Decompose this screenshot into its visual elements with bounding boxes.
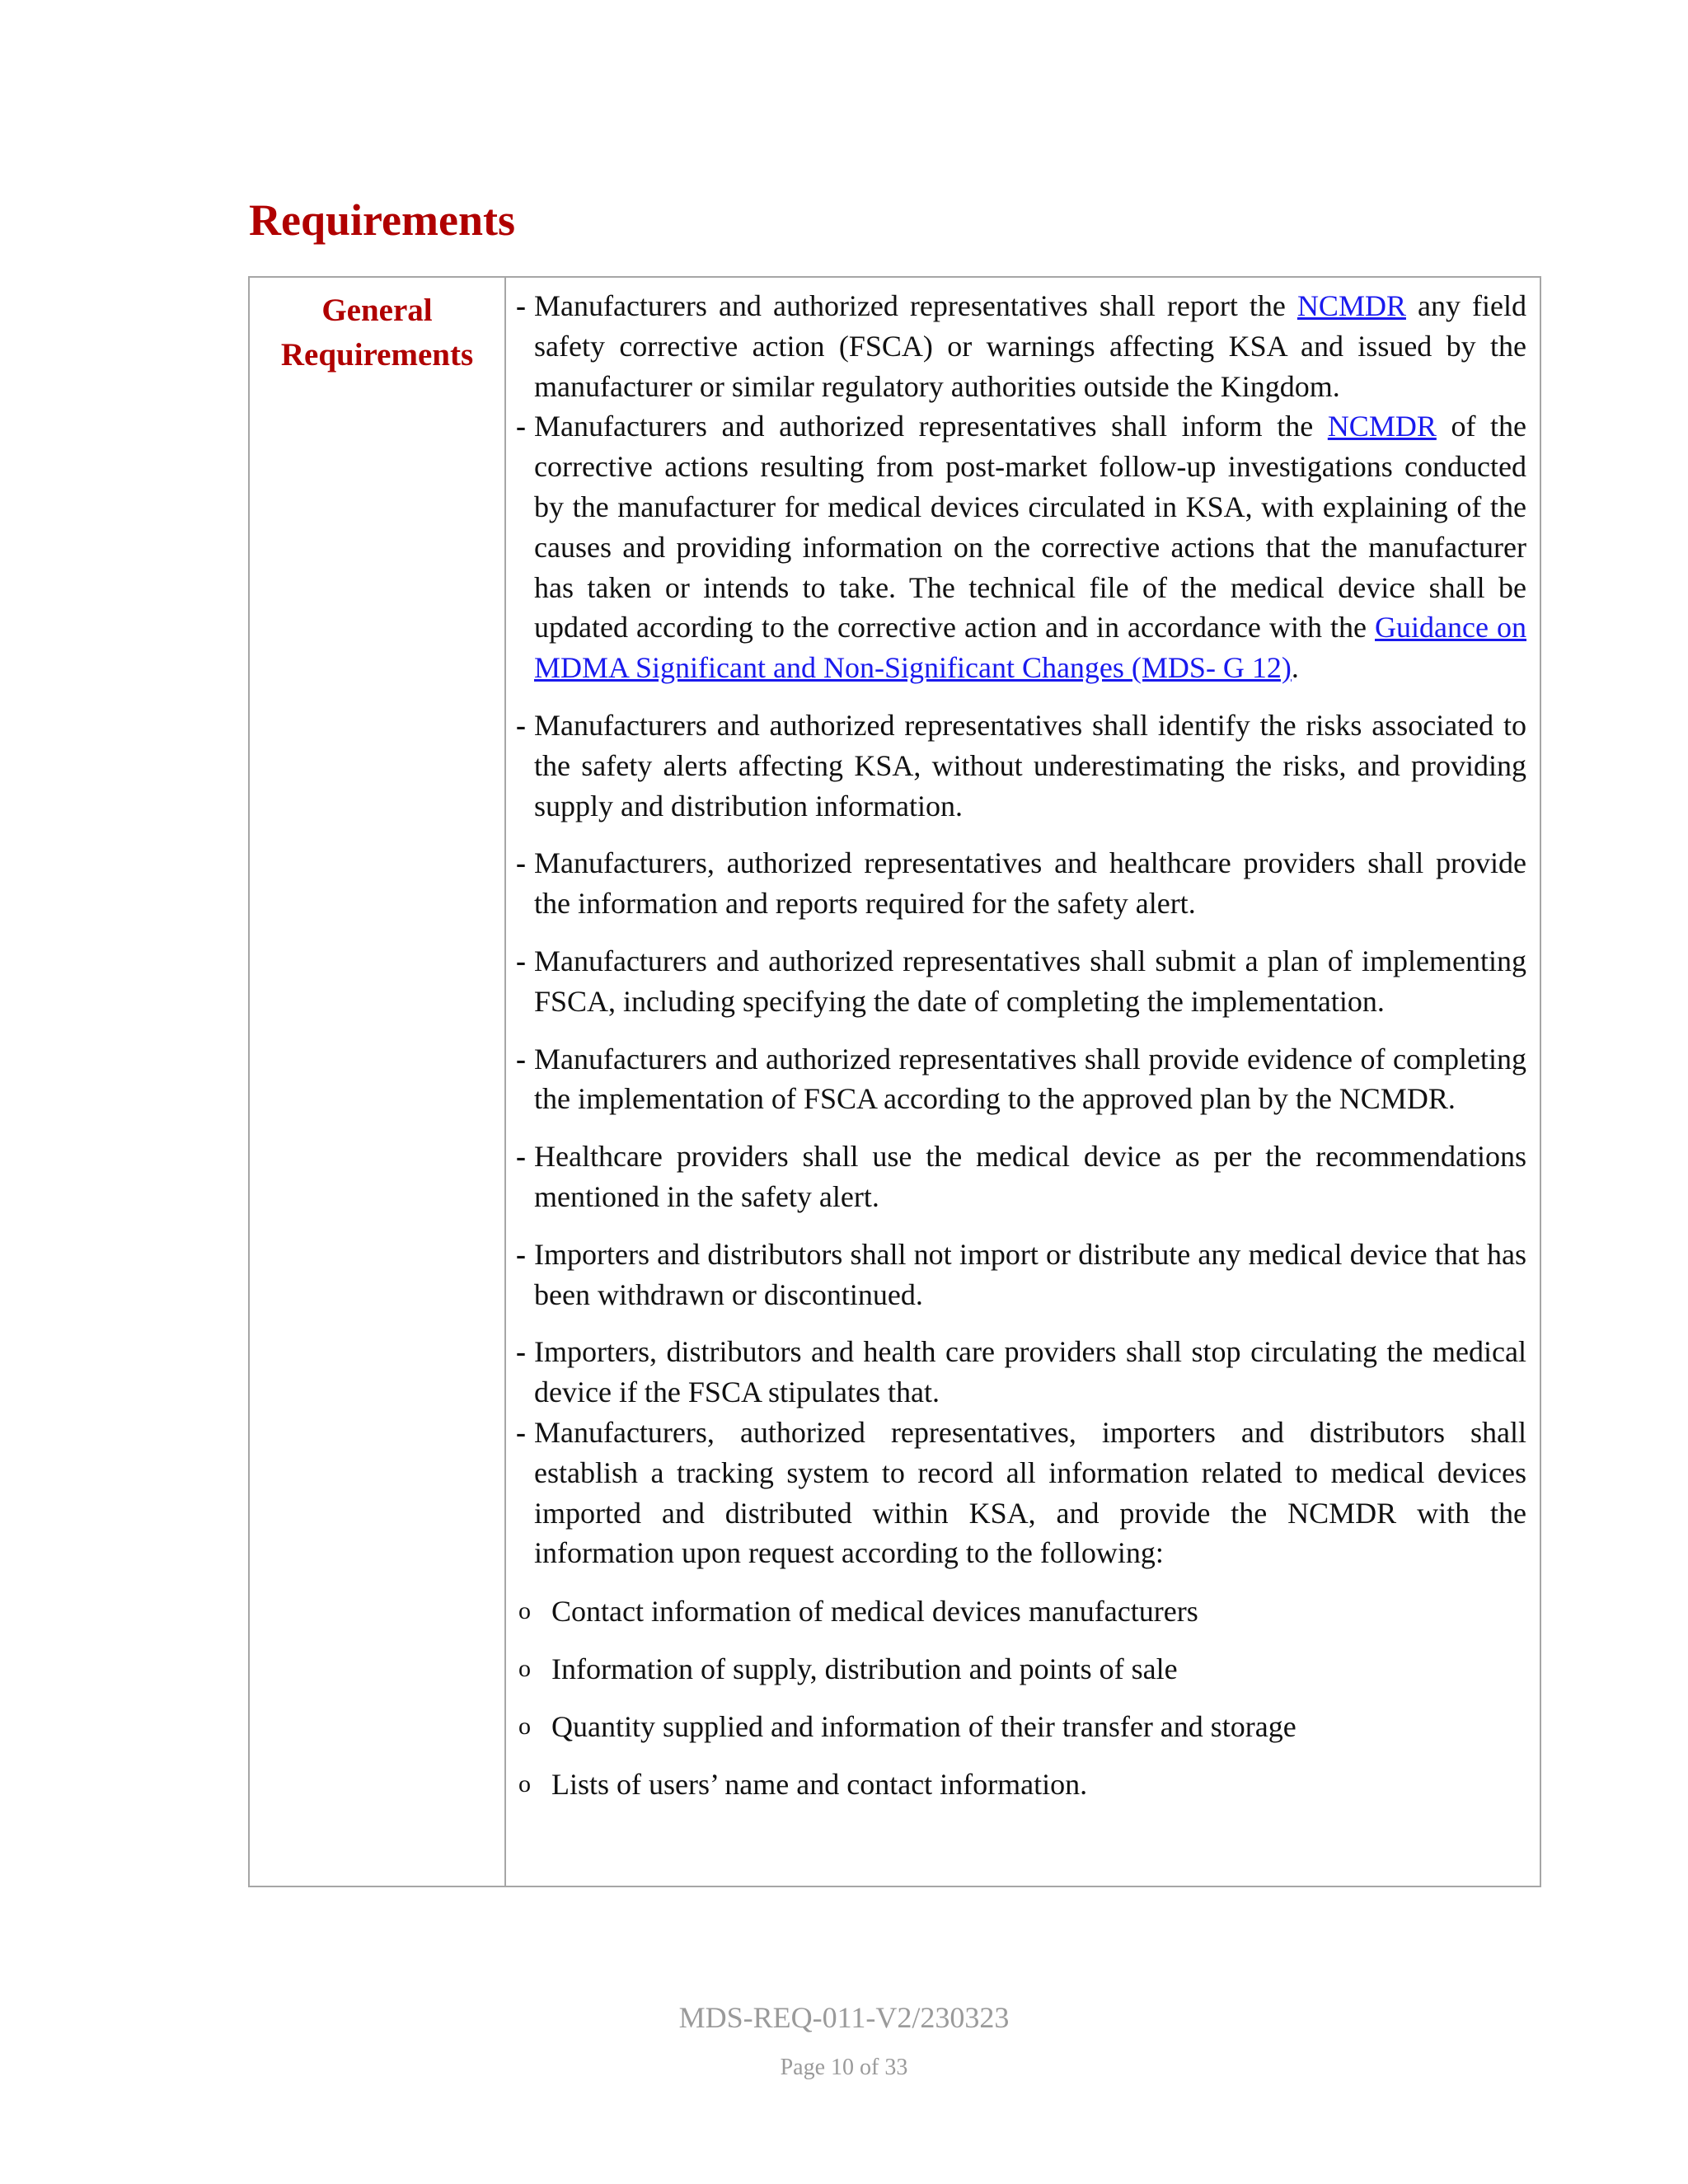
guidance-link[interactable]: Guidance on MDMA Significant and Non-Significant Changes (MDS- G 12) bbox=[534, 611, 1527, 685]
document-code: MDS-REQ-011-V2/230323 bbox=[678, 2001, 1010, 2034]
sub-list-item bbox=[516, 1707, 1526, 1747]
sub-list-text: Information of supply, distribution and points of sale bbox=[551, 1652, 1178, 1685]
row-label-line2: Requirements bbox=[280, 337, 474, 373]
requirements-table bbox=[248, 276, 1541, 1887]
sub-list-item bbox=[516, 1591, 1526, 1632]
bullet-text: Importers and distributors shall not import or distribute any medical device that has been withdrawn or discontinued. bbox=[534, 1237, 1526, 1311]
ncmdr-link[interactable]: NCMDR bbox=[1327, 410, 1437, 443]
sub-list-item bbox=[516, 1765, 1526, 1805]
requirement-bullet bbox=[516, 705, 1526, 826]
sub-list-text: Contact information of medical devices manufacturers bbox=[551, 1595, 1198, 1629]
page-number: Page 10 of 33 bbox=[780, 2055, 908, 2080]
row-label-cell bbox=[250, 278, 506, 1886]
bullet-dash: - bbox=[516, 410, 526, 443]
circle-bullet-icon: o bbox=[518, 1597, 531, 1625]
sub-list-item bbox=[516, 1649, 1526, 1690]
bullet-dash: - bbox=[516, 1237, 526, 1271]
requirements-content-cell bbox=[506, 278, 1540, 1886]
requirement-bullet bbox=[516, 941, 1526, 1022]
bullet-dash: - bbox=[516, 708, 526, 742]
section-heading: Requirements bbox=[249, 195, 515, 245]
circle-bullet-icon: o bbox=[518, 1654, 531, 1682]
bullet-dash: - bbox=[516, 1335, 526, 1369]
bullet-text: Manufacturers and authorized representatives shall identify the risks associated to the safety alerts affecting KSA, without underestimating the risks, and providing supply and distribution information. bbox=[534, 708, 1526, 823]
requirement-bullet bbox=[516, 1332, 1526, 1413]
bullet-text: Manufacturers and authorized representatives shall inform the NCMDR of the corrective actions resulting from post-market follow-up investigations conducted by the manufacturer for medical devices circulated in KSA, with explaining of the causes and providing information on the corrective actions that the manufacturer has taken or intends to take. The technical file of the medical device shall be updated according to the corrective action and in accordance with the Guidance on MDMA Significant and Non-Significant Changes (MDS- G 12). bbox=[534, 410, 1527, 685]
bullet-dash: - bbox=[516, 944, 526, 977]
bullet-text: Importers, distributors and health care providers shall stop circulating the medical device if the FSCA stipulates that. bbox=[534, 1335, 1526, 1409]
requirement-bullet bbox=[516, 1039, 1526, 1120]
bullet-text: Healthcare providers shall use the medical device as per the recommendations mentioned in the safety alert. bbox=[534, 1140, 1526, 1213]
bullet-text: Manufacturers and authorized representatives shall report the NCMDR any field safety corrective action (FSCA) or warnings affecting KSA and issued by the manufacturer or similar regulatory authorities outside the Kingdom. bbox=[534, 289, 1527, 403]
bullet-dash: - bbox=[516, 1140, 526, 1174]
bullet-dash: - bbox=[516, 1042, 526, 1076]
ncmdr-link[interactable]: NCMDR bbox=[1296, 289, 1406, 322]
bullet-text: Manufacturers, authorized representatives, importers and distributors shall establish a tracking system to record all information related to medical devices imported and distributed within KSA, and provide the NCMDR with the information upon request according to the following: bbox=[534, 1415, 1526, 1570]
sub-list-text: Lists of users’ name and contact information. bbox=[551, 1767, 1088, 1801]
bullet-dash: - bbox=[516, 289, 526, 322]
circle-bullet-icon: o bbox=[518, 1712, 531, 1740]
requirement-bullet bbox=[516, 1413, 1526, 1573]
requirement-bullet bbox=[516, 843, 1526, 924]
row-label-line1: General bbox=[321, 293, 433, 328]
bullet-text: Manufacturers, authorized representatives and healthcare providers shall provide the information and reports required for the safety alert. bbox=[534, 846, 1526, 921]
bullet-text: Manufacturers and authorized representatives shall provide evidence of completing the implementation of FSCA according to the approved plan by the NCMDR. bbox=[534, 1042, 1526, 1116]
bullet-dash: - bbox=[516, 846, 526, 880]
bullet-dash: - bbox=[516, 1415, 526, 1449]
bullet-text: Manufacturers and authorized representatives shall submit a plan of implementing FSCA, including specifying the date of completing the implementation. bbox=[534, 944, 1526, 1018]
requirement-bullet bbox=[516, 286, 1526, 406]
requirement-bullet bbox=[516, 406, 1526, 688]
sub-list-text: Quantity supplied and information of their transfer and storage bbox=[551, 1709, 1296, 1743]
requirement-bullet bbox=[516, 1137, 1526, 1217]
circle-bullet-icon: o bbox=[518, 1769, 531, 1797]
requirement-bullet bbox=[516, 1235, 1526, 1315]
